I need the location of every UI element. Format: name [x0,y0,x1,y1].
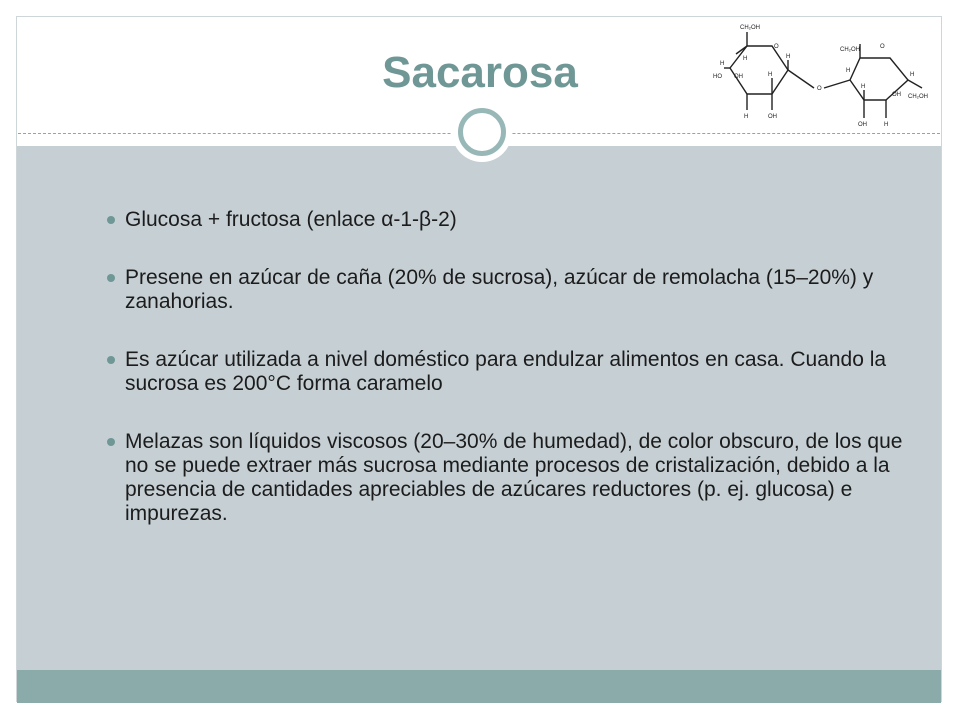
decorative-ring-icon [458,108,506,156]
bullet-text: Glucosa + fructosa (enlace α-1-β-2) [125,208,457,231]
footer-bar [17,670,941,703]
bullet-text: Presene en azúcar de caña (20% de sucrosa), azúcar de remolacha (15–20%) y zanahorias. [125,266,874,313]
glucose-h-1: H [720,61,725,67]
bullet-dot-icon [107,274,115,282]
fructose-h-2: H [884,122,889,128]
glucose-h-4: H [768,72,773,78]
fructose-h-4: H [846,68,851,74]
fructose-h-3: H [910,72,915,78]
glucose-h-5: H [786,54,791,60]
glucose-ring-o: O [774,44,779,50]
fructose-c2-bond [908,80,922,88]
bullet-item-4 [104,430,904,526]
fructose-h-1: H [861,84,866,90]
fructose-ch2oh-right: CH₂OH [908,94,928,100]
slide-title: Sacarosa [382,48,578,97]
glucose-ho: HO [713,74,722,80]
bullet-text: Es azúcar utilizada a nivel doméstico para endulzar alimentos en casa. Cuando la sucrosa es 200°C forma caramelo [125,348,887,395]
fructose-oh-2: OH [892,92,901,98]
glucose-ring [730,46,791,94]
sucrose-structure-diagram [700,18,945,135]
bullet-item-2 [104,266,904,314]
glucose-h-2: H [743,56,748,62]
bullet-dot-icon [107,438,115,446]
glycosidic-bond-right [824,80,850,88]
bullet-item-1 [104,208,904,232]
bullet-item-3 [104,348,904,396]
fructose-oh-1: OH [858,122,867,128]
bullet-dot-icon [107,216,115,224]
glucose-oh-1: OH [734,74,743,80]
bullet-text: Melazas son líquidos viscosos (20–30% de humedad), de color obscuro, de los que no se puede extraer más sucrosa mediante procesos de cristalización, debido a la presencia de cantidades apreciables de azúcares reductores (p. ej. glucosa) e impurezas. [125,430,903,525]
glycosidic-bond-left [788,70,814,88]
glucose-ch2oh-label: CH₂OH [740,25,760,31]
fructose-ring-o: O [880,44,885,50]
bullet-dot-icon [107,356,115,364]
glucose-h-3: H [744,114,749,120]
glucose-oh-2: OH [768,114,777,120]
fructose-ch2oh-top: CH₂OH [840,47,860,53]
glycosidic-o: O [817,86,822,92]
bullet-list [104,208,904,560]
